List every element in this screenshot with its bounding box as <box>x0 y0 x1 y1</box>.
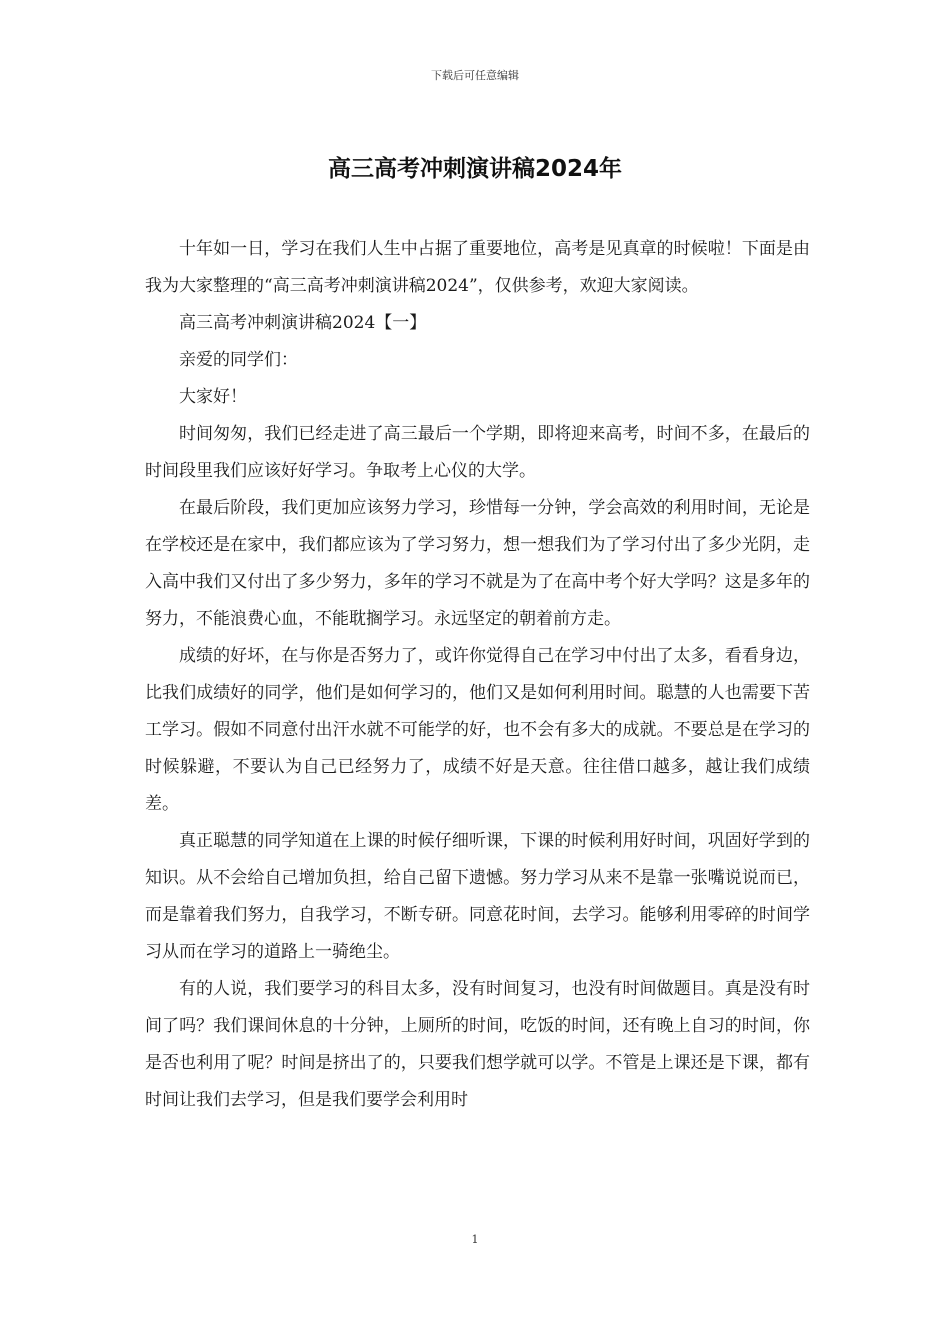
body-paragraph: 成绩的好坏，在与你是否努力了，或许你觉得自己在学习中付出了太多，看看身边，比我们成绩好的同学，他们是如何学习的，他们又是如何利用时间。聪慧的人也需要下苦工学习。假如不同意付出汗水就不可能学的好，也不会有多大的成就。不要总是在学习的时候躲避，不要认为自己已经努力了，成绩不好是天意。往往借口越多，越让我们成绩差。 <box>145 646 810 814</box>
body-paragraph: 真正聪慧的同学知道在上课的时候仔细听课，下课的时候利用好时间，巩固好学到的知识。从不会给自己增加负担，给自己留下遗憾。努力学习从来不是靠一张嘴说说而已，而是靠着我们努力，自我学习，不断专研。同意花时间，去学习。能够利用零碎的时间学习从而在学习的道路上一骑绝尘。 <box>145 831 810 962</box>
section-heading: 高三高考冲刺演讲稿2024【一】 <box>179 313 427 333</box>
body-paragraph: 时间匆匆，我们已经走进了高三最后一个学期，即将迎来高考，时间不多，在最后的时间段里我们应该好好学习。争取考上心仪的大学。 <box>145 424 810 481</box>
document-body <box>145 231 810 1119</box>
greeting: 大家好！ <box>179 387 247 407</box>
body-paragraph: 在最后阶段，我们更加应该努力学习，珍惜每一分钟，学会高效的利用时间，无论是在学校还是在家中，我们都应该为了学习努力，想一想我们为了学习付出了多少光阴，走入高中我们又付出了多少努力，多年的学习不就是为了在高中考个好大学吗？这是多年的努力，不能浪费心血，不能耽搁学习。永远坚定的朝着前方走。 <box>145 498 810 629</box>
page-number: 1 <box>471 1233 479 1246</box>
intro-paragraph: 十年如一日，学习在我们人生中占据了重要地位，高考是见真章的时候啦！下面是由我为大家整理的“高三高考冲刺演讲稿2024”，仅供参考，欢迎大家阅读。 <box>145 239 810 296</box>
body-paragraph: 有的人说，我们要学习的科目太多，没有时间复习，也没有时间做题目。真是没有时间了吗？我们课间休息的十分钟，上厕所的时间，吃饭的时间，还有晚上自习的时间，你是否也利用了呢？时间是挤出了的，只要我们想学就可以学。不管是上课还是下课，都有时间让我们去学习，但是我们要学会利用时 <box>145 979 810 1110</box>
header-note: 下载后可任意编辑 <box>431 69 519 82</box>
document-title: 高三高考冲刺演讲稿2024年 <box>327 156 622 182</box>
salutation: 亲爱的同学们： <box>179 350 298 370</box>
